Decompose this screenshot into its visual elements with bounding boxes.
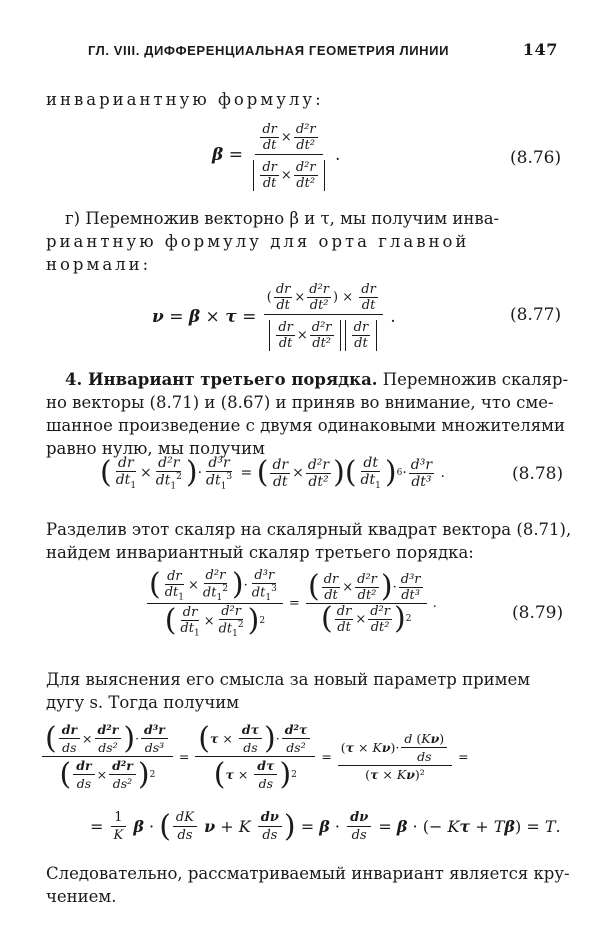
paragraph-line: Разделив этот скаляр на скалярный квадрат вектора (8.71), [46, 520, 572, 539]
page-header [88, 40, 558, 59]
paragraph-line: шанное произведение с двумя одинаковыми множителями [46, 416, 565, 435]
paragraph-line: равно нулю, мы получим [46, 439, 265, 458]
paragraph-line: риантную формулу для орта главной [46, 232, 470, 251]
paragraph-line: г) Перемножив векторно β и τ, мы получим инва- [65, 209, 500, 228]
paragraph-line: Для выяснения его смысла за новый параметр примем [46, 670, 531, 689]
page-number: 147 [522, 40, 558, 59]
paragraph-line: Следовательно, рассматриваемый инвариант является кру- [46, 864, 570, 883]
running-title: ГЛ. VIII. ДИФФЕРЕНЦИАЛЬНАЯ ГЕОМЕТРИЯ ЛИНИИ [88, 43, 450, 58]
paragraph-line: но векторы (8.71) и (8.67) и приняв во внимание, что сме- [46, 393, 554, 412]
paragraph-line: чением. [46, 887, 117, 906]
paragraph-line: нормали: [46, 255, 152, 274]
equation-number: (8.76) [510, 148, 562, 168]
equation-number: (8.79) [512, 603, 564, 623]
equation-8-76: β = $\frac{dr}{dt}$ × $\frac{\text{d²r}}{\text{dt²}}$ $\frac{dr}{dt}$ × $\frac{\text{d²r}}{\text{dt²}}$ . [212, 118, 340, 191]
equation-torsion-derivation: ( $\frac{dr}{ds}$ × $\frac{\text{d²r}}{\text{ds²}}$ ) · $\frac{\text{d³r}}{\text{ds³}}$ ( $\frac{dr}{ds}$ × $\frac{\text{d²r}}{\text{ds²}}$ ) 2 = ( τ × $\frac{d\tau}{ds}$ ) · $\frac{\text{d²τ}}{\text{ds²}}$ ( τ × $\frac{d\tau}{ds}$ ) 2 = ( τ × K ν )· $\frac{d (K\nu)}{ds}$ (τ × Kν)² = [40, 722, 469, 791]
paragraph-text: Перемножив скаляр- [377, 370, 569, 389]
section-heading: 4. Инвариант третьего порядка. [65, 370, 378, 389]
equation-number: (8.77) [510, 305, 562, 325]
paragraph-line [65, 368, 568, 391]
equation-number: (8.78) [512, 464, 564, 484]
equation-8-79: ( $\frac{dr}{dt_1}$ × $\frac{\text{d²r}}{dt_1^2}$ ) · $\frac{\text{d³r}}{dt_1^3}$ ( $\frac{dr}{dt_1}$ × $\frac{\text{d²r}}{dt_1^2}$ ) 2 = ( $\frac{dr}{dt}$ × $\frac{\text{d²r}}{\text{dt²}}$ ) · $\frac{\text{d³r}}{\text{dt³}}$ ( $\frac{dr}{dt}$ × $\frac{\text{d²r}}{\text{dt²}}$ ) 2 . [149, 567, 437, 639]
paragraph-line: найдем инвариантный скаляр третьего порядка: [46, 543, 474, 562]
equation-8-77: ν = β × τ = ( $\frac{dr}{dt}$ × $\frac{\text{d²r}}{\text{dt²}}$ ) × $\frac{dr}{dt}$ $\frac{dr}{dt}$ × $\frac{\text{d²r}}{\text{dt²}}$ $\frac{dr}{dt}$ . [152, 282, 396, 351]
equation-8-78: ( $\frac{dr}{dt_1}$ × $\frac{\text{d²r}}{dt_1^2}$ ) · $\frac{\text{d³r}}{dt_1^3}$ = ( $\frac{dr}{dt}$ × $\frac{\text{d²r}}{\text{dt²}}$ ) ( $\frac{dt}{dt_1}$ ) 6 · $\frac{\text{d³r}}{\text{dt³}}$ . [100, 455, 445, 492]
paragraph-line: дугу s. Тогда получим [46, 693, 240, 712]
equation-torsion-result: = $\frac{1}{K}$ β · ( $\frac{dK}{ds}$ ν + K $\frac{d\nu}{ds}$ ) = β · $\frac{d\nu}{ds}$ = β · (− K τ + T β ) = T . [90, 808, 561, 844]
paragraph-line: инвариантную формулу: [46, 90, 324, 109]
